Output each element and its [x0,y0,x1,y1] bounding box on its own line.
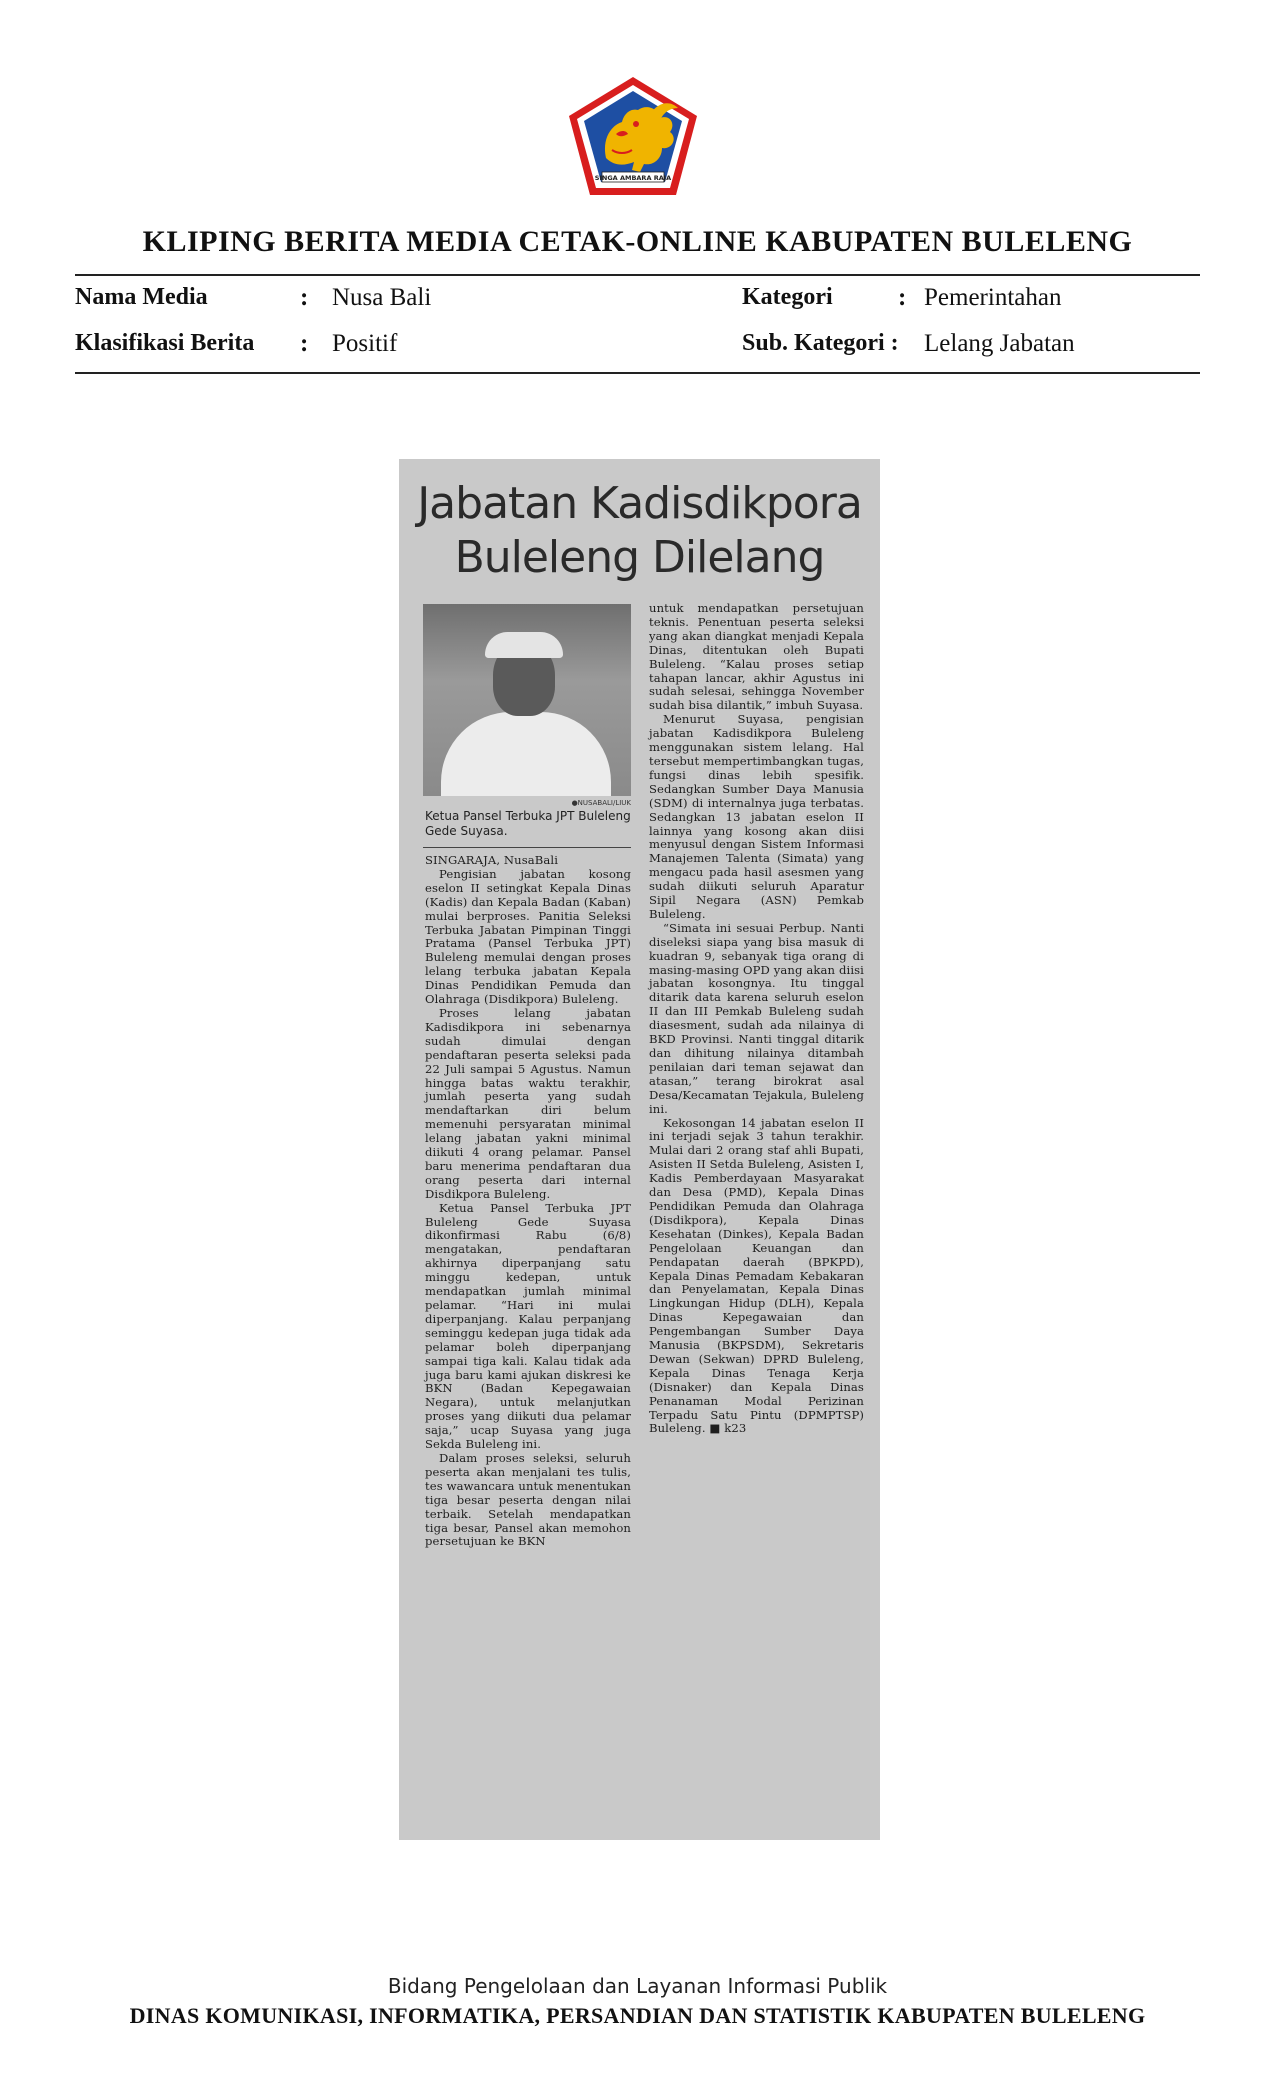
article-column-2 [649,602,864,1832]
article-paragraph: Proses lelang jabatan Kadisdikpora ini sebenarnya sudah dimulai dengan pendaftaran peserta seleksi pada 22 Juli sampai 5 Agustus. Namun hingga batas waktu terakhir, jumlah peserta yang sudah mendaftarkan diri belum memenuhi persyaratan minimal lelang jabatan yakni minimal diikuti 4 orang pelamar. Pansel baru menerima pendaftaran dua orang peserta dari internal Disdikpora Buleleng. [425,1005,631,1201]
headline-line-1: Jabatan Kadisdikpora [417,478,862,529]
photo-caption: Ketua Pansel Terbuka JPT Buleleng Gede Suyasa. [425,809,631,838]
article-paragraph: Dalam proses seleksi, seluruh peserta akan menjalani tes tulis, tes wawancara untuk menentukan tiga besar peserta dengan nilai terbaik. Setelah mendapatkan tiga besar, Pansel akan memohon persetujuan ke BKN [425,1450,631,1549]
article-paragraph: Menurut Suyasa, pengisian jabatan Kadisdikpora Buleleng menggunakan sistem lelang. Hal tersebut mempertimbangkan tugas, fungsi dinas lebih spesifik. Sedangkan Sumber Daya Manusia (SDM) di internalnya juga terbatas. Sedangkan 13 jabatan eselon II lainnya yang kosong akan diisi menyusul dengan Sistem Informasi Manajemen Talenta (Simata) yang mengacu pada hasil asesmen yang sudah diikuti seluruh Aparatur Sipil Negara (ASN) Pemkab Buleleng. [649,712,864,921]
kategori-value: Pemerintahan [924,284,1062,311]
klasifikasi-colon: : [300,330,309,357]
header-rule-bottom [75,372,1200,374]
article-paragraph: untuk mendapatkan persetujuan teknis. Penentuan peserta seleksi yang akan diangkat menjadi Kepala Dinas, ditentukan oleh Bupati Buleleng. “Kalau proses setiap tahapan lancar, akhir Agustus ini sudah selesai, sehingga November sudah bisa dilantik,” imbuh Suyasa. [649,601,864,713]
logo-motto: SINGA AMBARA RAJA [594,174,672,182]
document-title: KLIPING BERITA MEDIA CETAK-ONLINE KABUPATEN BULELENG [142,225,1133,258]
photo-credit: ●NUSABALI/LIUK [571,799,631,807]
article-photo [423,604,631,796]
klasifikasi-label: Klasifikasi Berita [75,330,255,356]
article-paragraph: Pengisian jabatan kosong eselon II setingkat Kepala Dinas (Kadis) dan Kepala Badan (Kaban) mulai berproses. Panitia Seleksi Terbuka Jabatan Pimpinan Tinggi Pratama (Pansel Terbuka JPT) Buleleng memulai dengan proses lelang terbuka jabatan Kepala Dinas Pendidikan Pemuda dan Olahraga (Disdikpora) Buleleng. [425,866,631,1007]
media-colon: : [300,284,309,311]
klasifikasi-value: Positif [332,330,398,357]
photo-person-body [441,712,611,796]
article-paragraph: Kekosongan 14 jabatan eselon II ini terjadi sejak 3 tahun terakhir. Mulai dari 2 orang staf ahli Bupati, Asisten II Setda Buleleng, Asisten I, Kadis Pemberdayaan Masyarakat dan Desa (PMD), Kepala Dinas Pendidikan Pemuda dan Olahraga (Disdikpora), Kepala Dinas Kesehatan (Dinkes), Kepala Badan Pengelolaan Keuangan dan Pendapatan daerah (BPKPD), Kepala Dinas Pemadam Kebakaran dan Penyelamatan, Kepala Dinas Lingkungan Hidup (DLH), Kepala Dinas Kepegawaian dan Pengembangan Sumber Daya Manusia (BKPSDM), Sekretaris Dewan (Sekwan) DPRD Buleleng, Kepala Dinas Tenaga Kerja (Disnaker) dan Kepala Dinas Penanaman Modal Perizinan Terpadu Satu Pintu (DPMPTSP) Buleleng. ■ k23 [649,1115,864,1436]
headline-line-2: Buleleng Dilelang [454,532,825,583]
kategori-label: Kategori [742,284,833,310]
footer-agency: DINAS KOMUNIKASI, INFORMATIKA, PERSANDIAN DAN STATISTIK KABUPATEN BULELENG [129,2003,1146,2028]
singa-ambara-raja-emblem-icon [566,74,700,198]
article-paragraph: “Simata ini sesuai Perbup. Nanti diseleksi siapa yang bisa masuk di kuadran 9, sebanyak tiga orang di masing-masing OPD yang akan diisi jabatan kosongnya. Itu tinggal ditarik data karena seluruh eselon II dan III Pemkab Buleleng sudah diasesment, sudah ada nilainya di BKD Provinsi. Nanti tinggal ditarik dan dihitung nilainya ditambah penilaian dari teman sejawat dan atasan,” terang birokrat asal Desa/Kecamatan Tejakula, Buleleng ini. [649,920,864,1116]
photo-person-cap [485,632,563,658]
article-headline [399,477,880,585]
media-value: Nusa Bali [332,284,432,311]
media-label: Nama Media [75,284,208,310]
article-dateline: SINGARAJA, NusaBali [425,853,559,867]
article-paragraph: Ketua Pansel Terbuka JPT Buleleng Gede Suyasa dikonfirmasi Rabu (6/8) mengatakan, pendaftaran akhirnya diperpanjang satu minggu kedepan, untuk mendapatkan jumlah minimal pelamar. “Hari ini mulai diperpanjang. Kalau perpanjang seminggu kedepan juga tidak ada pelamar boleh diperpanjang sampai tiga kali. Kalau tidak ada juga baru kami ajukan diskresi ke BKN (Badan Kepegawaian Negara), untuk melanjutkan proses yang diikuti dua pelamar saja,” ucap Suyasa yang juga Sekda Buleleng ini. [425,1200,631,1452]
article-column-1 [425,854,631,1830]
kategori-colon: : [898,284,907,311]
caption-rule [423,847,631,848]
subkategori-value: Lelang Jabatan [924,330,1075,357]
footer-division: Bidang Pengelolaan dan Layanan Informasi Publik [387,1974,888,1998]
newspaper-clipping [399,459,880,1840]
header-rule-top [75,274,1200,276]
subkategori-label: Sub. Kategori : [742,330,899,356]
